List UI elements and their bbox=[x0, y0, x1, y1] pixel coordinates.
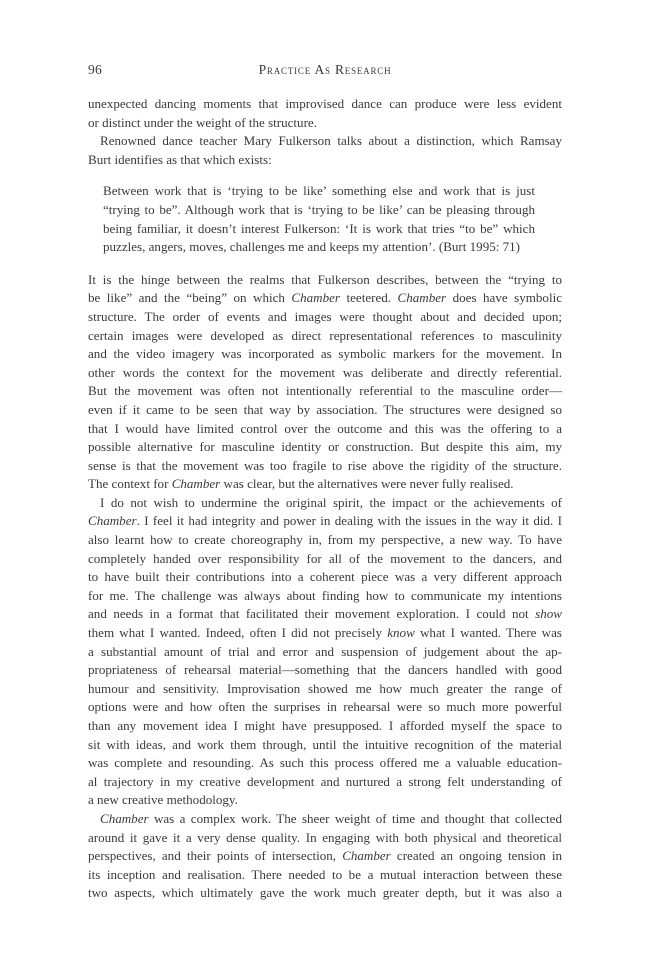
text-line: even if it came to be seen that way by association. The structures were designed so bbox=[88, 401, 562, 417]
text-line: a new creative methodology. bbox=[88, 792, 238, 808]
text-line: them what I wanted. Indeed, often I did not precisely know what I wanted. There was bbox=[88, 625, 562, 641]
text-line: But the movement was often not intentionally referential to the masculine order— bbox=[88, 383, 562, 399]
paragraph-hinge bbox=[88, 271, 562, 494]
text-line: that I would have limited control over the outcome and this was the offering to a bbox=[88, 420, 562, 436]
text-line: possible alternative for masculine identity or construction. But despite this aim, my bbox=[88, 439, 562, 455]
block-quote bbox=[88, 182, 535, 256]
text-line: sit with ideas, and work them through, until the intuitive recognition of the material bbox=[88, 736, 562, 752]
quote-line: Between work that is ‘trying to be like’ something else and work that is just bbox=[103, 183, 535, 199]
text-line: humour and sensitivity. Improvisation showed me how much greater the range of bbox=[88, 680, 562, 696]
text-line: structure. The order of events and images were thought about and decided upon; bbox=[88, 308, 562, 324]
page-header bbox=[88, 62, 562, 80]
text-line: Chamber. I feel it had integrity and power in dealing with the issues in the way it did. I bbox=[88, 513, 562, 529]
text-line: options were and how often the surprises in rehearsal were so much more powerful bbox=[88, 699, 562, 715]
running-head: Practice As Research bbox=[258, 62, 392, 77]
text-line: It is the hinge between the realms that Fulkerson describes, between the “trying to bbox=[88, 271, 562, 287]
text-line: completely handed over responsibility for all of the movement to the dancers, and bbox=[88, 550, 562, 566]
text-line: two aspects, which ultimately gave the work much greater depth, but it was also a bbox=[88, 885, 562, 901]
text-line: or distinct under the weight of the structure. bbox=[88, 114, 317, 130]
quote-line: being familiar, it doesn’t interest Fulkerson: ‘It is work that tries “to be” which bbox=[103, 220, 535, 236]
quote-line: puzzles, angers, moves, challenges me and keeps my attention’. (Burt 1995: 71) bbox=[103, 239, 521, 255]
text-line: than any movement idea I might have presupposed. I afforded myself the space to bbox=[88, 718, 562, 733]
text-line: unexpected dancing moments that improvised dance can produce were less evident bbox=[88, 96, 562, 111]
text-line: around it gave it a very dense quality. In engaging with both physical and theoretical bbox=[88, 829, 562, 845]
text-line: be like” and the “being” on which Chamber teetered. Chamber does have symbolic bbox=[88, 290, 562, 306]
text-line: Burt identifies as that which exists: bbox=[88, 151, 272, 167]
text-line: al trajectory in my creative development and nurtured a strong felt understanding of bbox=[88, 773, 562, 789]
text-line: I do not wish to undermine the original spirit, the impact or the achievements of bbox=[100, 494, 562, 510]
text-line: a substantial amount of trial and error and suspension of judgement about the ap- bbox=[88, 643, 562, 659]
text-line: propriateness of rehearsal material—something that the dancers handled with good bbox=[88, 662, 562, 678]
paragraph-intro-quote bbox=[88, 132, 562, 169]
text-line: was complete and resounding. As such this process offered me a valuable education- bbox=[88, 755, 562, 771]
text-line: also learnt how to create choreography in, from my perspective, a new way. To have bbox=[88, 532, 562, 548]
quote-line: “trying to be”. Although work that is ‘trying to be like’ can be pleasing through bbox=[103, 201, 535, 217]
text-line: its inception and realisation. There needed to be a mutual interaction between these bbox=[88, 866, 562, 882]
body-text bbox=[88, 95, 562, 903]
text-line: The context for Chamber was clear, but the alternatives were never fully realised. bbox=[88, 476, 514, 492]
text-line: for me. The challenge was always about finding how to communicate my intentions bbox=[88, 587, 562, 603]
paragraph-reflection bbox=[88, 494, 562, 810]
text-line: Chamber was a complex work. The sheer weight of time and thought that collected bbox=[100, 810, 562, 826]
text-line: other words the context for the movement was deliberate and directly referential. bbox=[88, 364, 562, 380]
text-line: Renowned dance teacher Mary Fulkerson talks about a distinction, which Ramsay bbox=[100, 133, 562, 149]
text-line: perspectives, and their points of intersection, Chamber created an ongoing tension in bbox=[88, 848, 563, 864]
paragraph-complex-work bbox=[88, 810, 562, 903]
text-line: to have built their contributions into a coherent piece was a very different approach bbox=[88, 569, 562, 585]
paragraph-continued bbox=[88, 95, 562, 132]
text-line: and the video imagery was incorporated as symbolic markers for the movement. In bbox=[88, 346, 562, 362]
text-line: certain images were developed as direct representational references to masculinity bbox=[88, 327, 562, 343]
text-line: sense is that the movement was too fragile to rise above the rigidity of the structure. bbox=[88, 457, 562, 473]
page-number: 96 bbox=[88, 62, 103, 77]
text-line: and needs in a format that facilitated their movement exploration. I could not show bbox=[88, 606, 562, 622]
